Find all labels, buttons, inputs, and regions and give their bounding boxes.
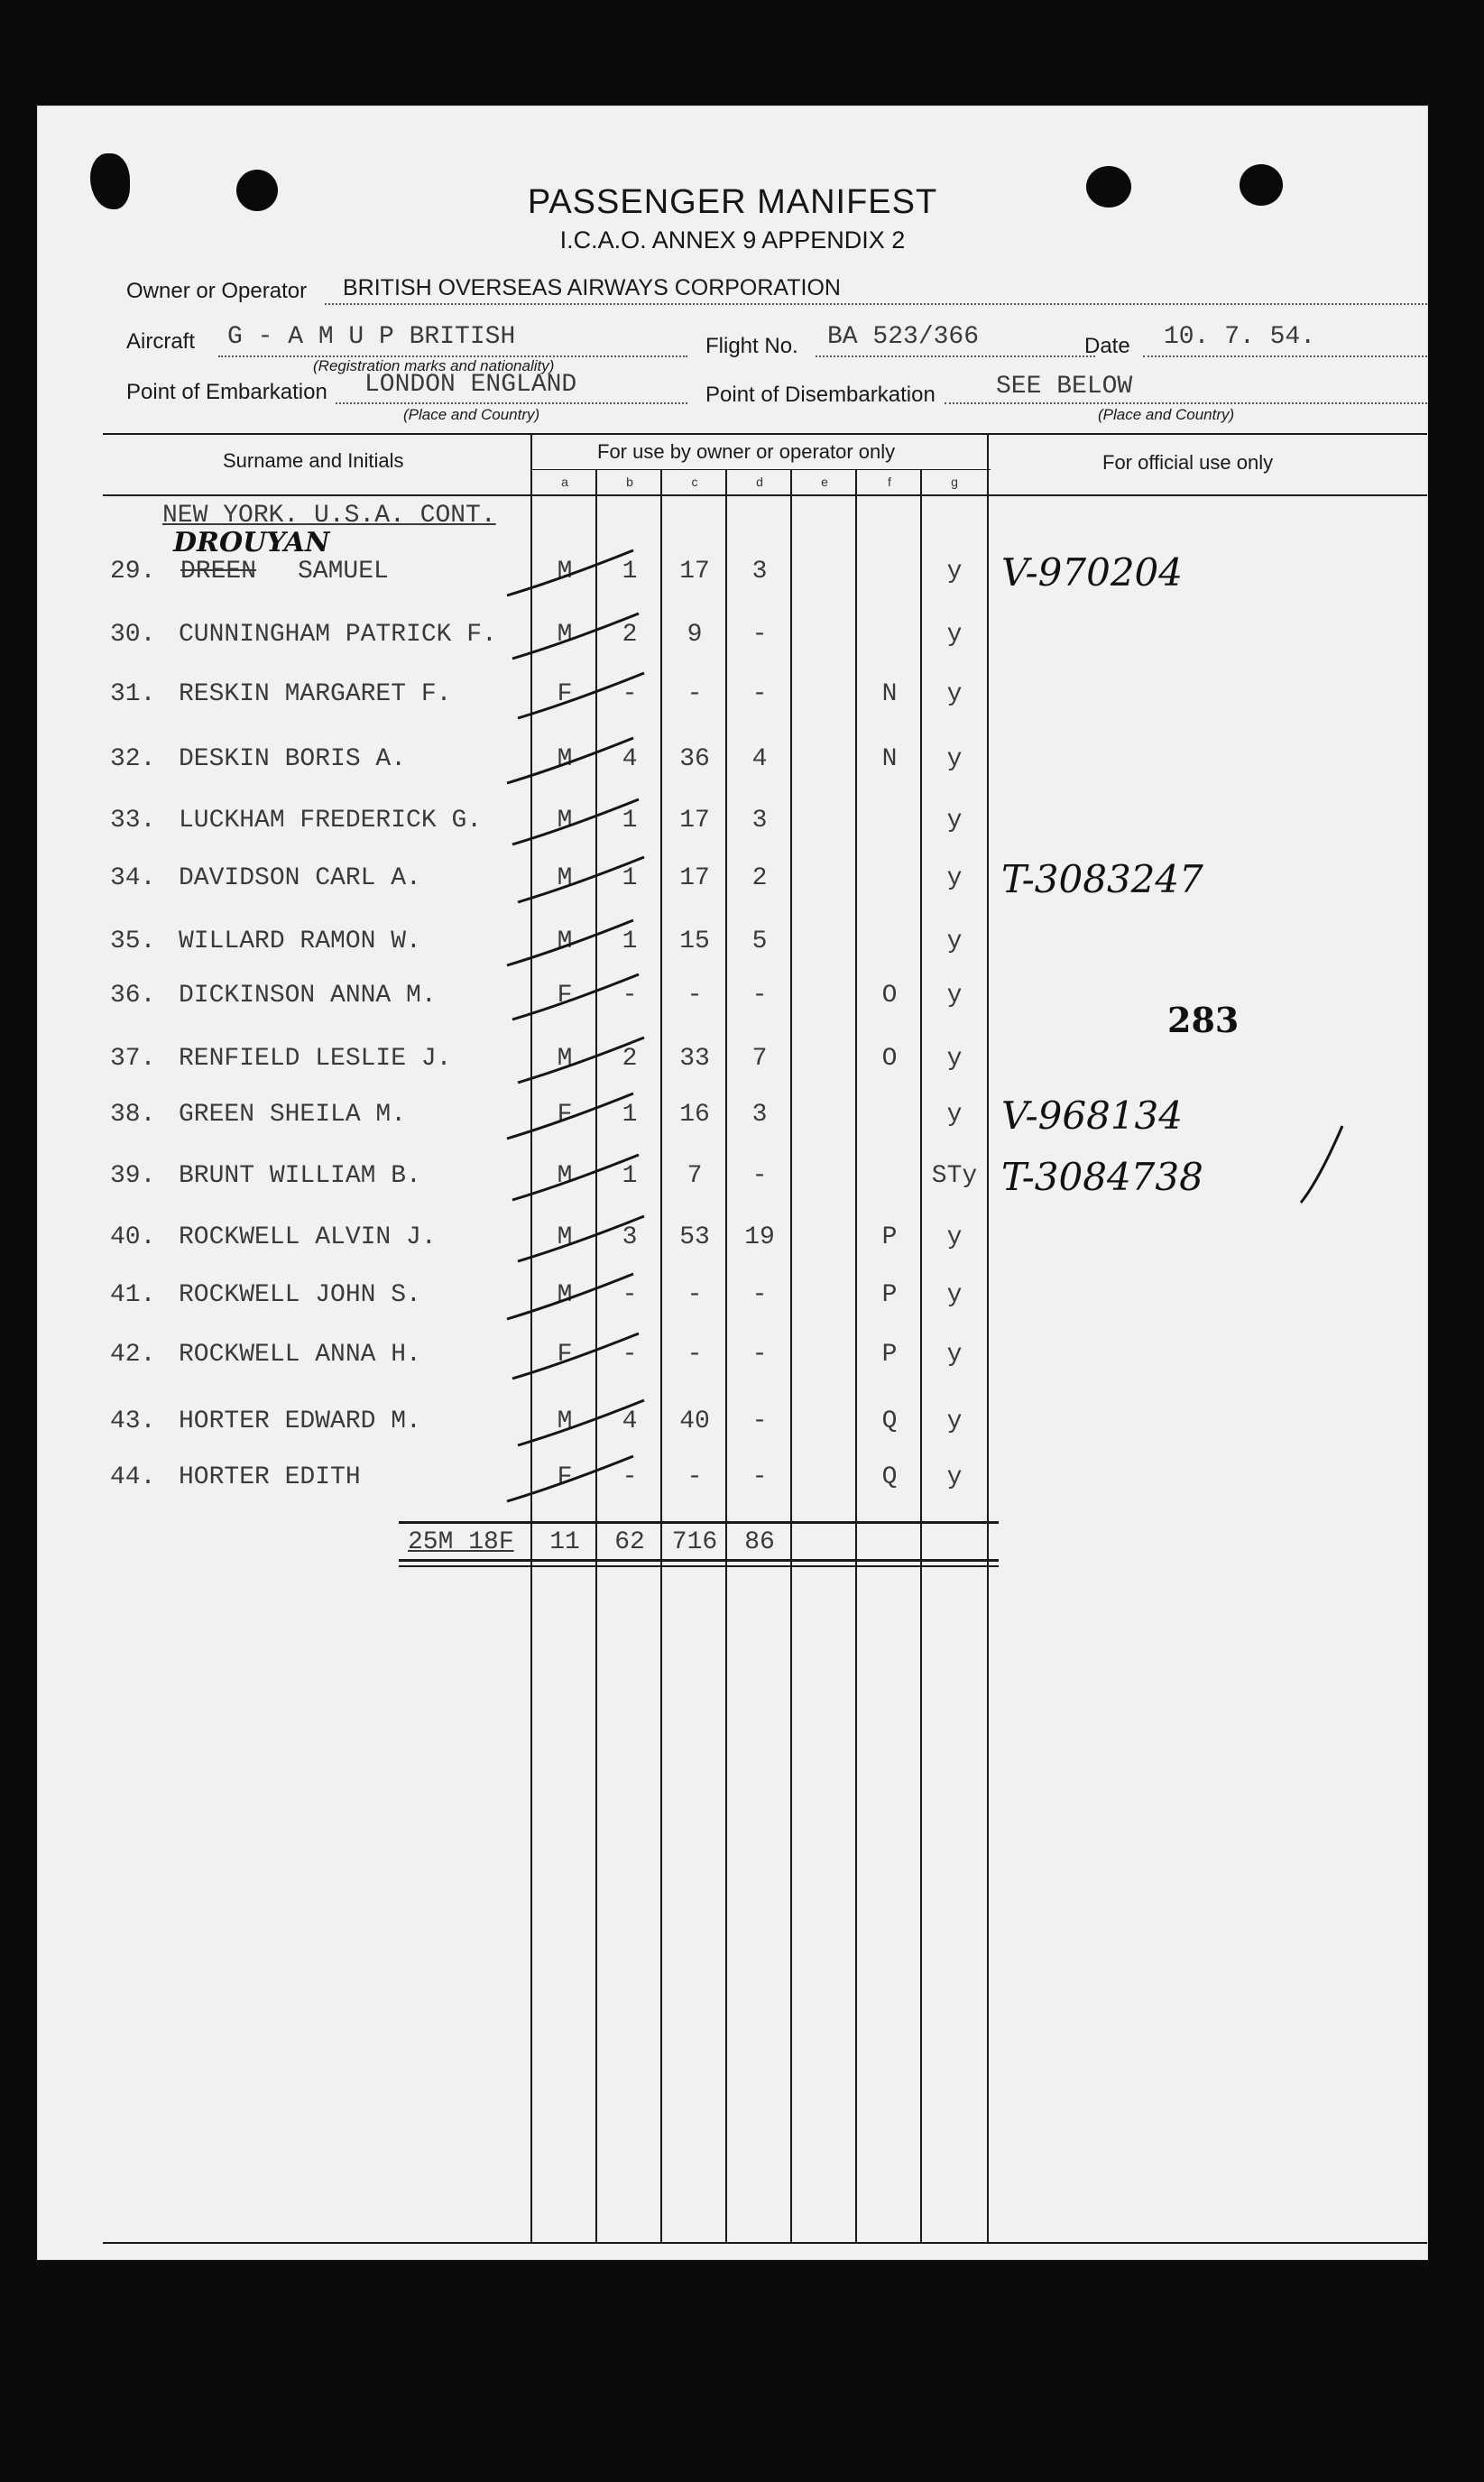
cell-sex: M bbox=[557, 927, 573, 955]
cell-d: 4 bbox=[751, 745, 768, 773]
passenger-name: DAVIDSON CARL A. bbox=[179, 864, 421, 892]
row-number: 32. bbox=[110, 745, 156, 773]
cell-b: 3 bbox=[622, 1223, 638, 1251]
passenger-name: SAMUEL bbox=[298, 558, 389, 586]
tally-stroke bbox=[512, 974, 639, 1020]
cell-d: - bbox=[751, 982, 768, 1010]
cell-sex: M bbox=[557, 864, 573, 892]
cell-b: 4 bbox=[622, 1407, 638, 1435]
cell-sex: M bbox=[557, 807, 573, 835]
col-surname-header: Surname and Initials bbox=[223, 449, 404, 472]
cell-b: - bbox=[622, 982, 638, 1010]
cell-g: y bbox=[946, 864, 963, 892]
cell-c: 40 bbox=[679, 1407, 710, 1435]
cell-c: - bbox=[687, 1281, 703, 1309]
col-owner-use-header: For use by owner or operator only bbox=[597, 440, 896, 463]
cell-b: 1 bbox=[622, 864, 638, 892]
tally-stroke bbox=[518, 673, 644, 718]
subheader-c: c bbox=[691, 475, 698, 489]
totals-c: 716 bbox=[671, 1528, 718, 1556]
owner-value: BRITISH OVERSEAS AIRWAYS CORPORATION bbox=[343, 275, 841, 300]
surname-correction: DROUYAN bbox=[173, 527, 330, 558]
cell-g: y bbox=[946, 1341, 963, 1369]
cell-c: 17 bbox=[679, 807, 710, 835]
cell-c: - bbox=[687, 1463, 703, 1491]
cell-f: N bbox=[881, 680, 898, 708]
cell-g: y bbox=[946, 927, 963, 955]
cell-d: 2 bbox=[751, 864, 768, 892]
totals-label: 25M 18F bbox=[408, 1528, 514, 1556]
cell-b: 1 bbox=[622, 927, 638, 955]
totals-b: 62 bbox=[614, 1528, 645, 1556]
row-number: 37. bbox=[110, 1045, 156, 1073]
cell-sex: F bbox=[557, 1341, 573, 1369]
passenger-name: WILLARD RAMON W. bbox=[179, 927, 421, 955]
cell-b: 2 bbox=[622, 621, 638, 649]
row-number: 36. bbox=[110, 982, 156, 1010]
cell-b: 1 bbox=[622, 558, 638, 586]
embarkation-value: LONDON ENGLAND bbox=[364, 371, 577, 399]
cell-g: y bbox=[946, 1407, 963, 1435]
passenger-name: LUCKHAM FREDERICK G. bbox=[179, 807, 483, 835]
cell-b: - bbox=[622, 680, 638, 708]
cell-sex: F bbox=[557, 1101, 573, 1129]
tally-stroke bbox=[512, 1333, 639, 1379]
disembarkation-value: SEE BELOW bbox=[996, 373, 1133, 401]
tally-stroke bbox=[518, 1038, 644, 1083]
row-number: 34. bbox=[110, 864, 156, 892]
cell-c: - bbox=[687, 982, 703, 1010]
cell-c: 36 bbox=[679, 745, 710, 773]
cell-g: STy bbox=[931, 1162, 978, 1190]
tally-stroke bbox=[507, 920, 633, 965]
tally-stroke bbox=[507, 1274, 633, 1319]
subheader-g: g bbox=[951, 475, 958, 489]
cell-d: - bbox=[751, 1341, 768, 1369]
row-number: 44. bbox=[110, 1463, 156, 1491]
cell-d: 3 bbox=[751, 1101, 768, 1129]
cell-d: - bbox=[751, 1162, 768, 1190]
cell-sex: M bbox=[557, 745, 573, 773]
cell-f: P bbox=[881, 1281, 898, 1309]
row-number: 30. bbox=[110, 621, 156, 649]
cell-f: O bbox=[881, 1045, 898, 1073]
cell-d: - bbox=[751, 1407, 768, 1435]
subheader-d: d bbox=[756, 475, 763, 489]
row-number: 29. bbox=[110, 558, 156, 586]
official-handwritten-number: V-968134 bbox=[1001, 1093, 1183, 1138]
cell-f: Q bbox=[881, 1407, 898, 1435]
cell-sex: M bbox=[557, 558, 573, 586]
row-number: 31. bbox=[110, 680, 156, 708]
cell-sex: M bbox=[557, 1407, 573, 1435]
section-heading: NEW YORK. U.S.A. CONT. bbox=[162, 502, 496, 530]
passenger-name: ROCKWELL ANNA H. bbox=[179, 1341, 421, 1369]
row-number: 33. bbox=[110, 807, 156, 835]
tally-stroke bbox=[507, 1456, 633, 1501]
cell-c: 17 bbox=[679, 558, 710, 586]
row-number: 41. bbox=[110, 1281, 156, 1309]
cell-c: - bbox=[687, 1341, 703, 1369]
cell-c: 33 bbox=[679, 1045, 710, 1073]
subheader-e: e bbox=[821, 475, 828, 489]
date-label: Date bbox=[1084, 334, 1130, 358]
totals-a: 11 bbox=[549, 1528, 580, 1556]
official-handwritten-number: T-3084738 bbox=[1001, 1155, 1203, 1199]
official-handwritten-number: T-3083247 bbox=[1001, 857, 1203, 901]
cell-sex: M bbox=[557, 1045, 573, 1073]
passenger-name: HORTER EDITH bbox=[179, 1463, 361, 1491]
cell-d: - bbox=[751, 1463, 768, 1491]
registration-note: (Registration marks and nationality) bbox=[313, 357, 555, 374]
cell-g: y bbox=[946, 982, 963, 1010]
passenger-name: GREEN SHEILA M. bbox=[179, 1101, 407, 1129]
cell-sex: F bbox=[557, 680, 573, 708]
cell-b: 1 bbox=[622, 1162, 638, 1190]
tally-stroke bbox=[512, 1155, 639, 1200]
cell-f: N bbox=[881, 745, 898, 773]
cell-sex: M bbox=[557, 1223, 573, 1251]
cell-c: 7 bbox=[687, 1162, 703, 1190]
cell-b: - bbox=[622, 1463, 638, 1491]
cell-b: 1 bbox=[622, 1101, 638, 1129]
cell-sex: F bbox=[557, 982, 573, 1010]
cell-sex: M bbox=[557, 621, 573, 649]
subheader-f: f bbox=[888, 475, 891, 489]
cell-f: P bbox=[881, 1223, 898, 1251]
totals-d: 86 bbox=[744, 1528, 775, 1556]
tally-stroke bbox=[507, 738, 633, 783]
aircraft-label: Aircraft bbox=[126, 329, 196, 354]
subheader-a: a bbox=[561, 475, 568, 489]
date-value: 10. 7. 54. bbox=[1164, 323, 1316, 351]
tally-stroke bbox=[512, 614, 639, 659]
cell-g: y bbox=[946, 558, 963, 586]
cell-d: 7 bbox=[751, 1045, 768, 1073]
embarkation-label: Point of Embarkation bbox=[126, 380, 327, 404]
cell-g: y bbox=[946, 1223, 963, 1251]
owner-label: Owner or Operator bbox=[126, 279, 308, 303]
cell-sex: F bbox=[557, 1463, 573, 1491]
tally-stroke bbox=[507, 550, 633, 595]
subheader-b: b bbox=[626, 475, 633, 489]
row-number: 40. bbox=[110, 1223, 156, 1251]
cell-sex: M bbox=[557, 1281, 573, 1309]
cell-g: y bbox=[946, 807, 963, 835]
place-note-left: (Place and Country) bbox=[403, 406, 540, 423]
handwritten-flourish bbox=[1301, 1126, 1342, 1203]
cell-b: 4 bbox=[622, 745, 638, 773]
place-note-right: (Place and Country) bbox=[1098, 406, 1235, 423]
tally-stroke bbox=[518, 1400, 644, 1445]
passenger-name: ROCKWELL ALVIN J. bbox=[179, 1223, 437, 1251]
row-number: 38. bbox=[110, 1101, 156, 1129]
cell-d: 19 bbox=[744, 1223, 775, 1251]
passenger-name: RENFIELD LESLIE J. bbox=[179, 1045, 452, 1073]
cell-g: y bbox=[946, 621, 963, 649]
cell-d: 3 bbox=[751, 558, 768, 586]
cell-d: - bbox=[751, 621, 768, 649]
cell-sex: M bbox=[557, 1162, 573, 1190]
row-number: 39. bbox=[110, 1162, 156, 1190]
tally-stroke bbox=[518, 857, 644, 902]
cell-f: P bbox=[881, 1341, 898, 1369]
passenger-name: DESKIN BORIS A. bbox=[179, 745, 407, 773]
disembarkation-label: Point of Disembarkation bbox=[705, 383, 936, 407]
passenger-name: RESKIN MARGARET F. bbox=[179, 680, 452, 708]
cell-c: 53 bbox=[679, 1223, 710, 1251]
cell-g: y bbox=[946, 1281, 963, 1309]
flight-no-value: BA 523/366 bbox=[827, 323, 980, 351]
cell-c: 17 bbox=[679, 864, 710, 892]
cell-d: 3 bbox=[751, 807, 768, 835]
cell-f: Q bbox=[881, 1463, 898, 1491]
passenger-name: DICKINSON ANNA M. bbox=[179, 982, 437, 1010]
cell-b: 1 bbox=[622, 807, 638, 835]
cell-g: y bbox=[946, 1463, 963, 1491]
cell-g: y bbox=[946, 745, 963, 773]
row-number: 43. bbox=[110, 1407, 156, 1435]
passenger-name: HORTER EDWARD M. bbox=[179, 1407, 421, 1435]
cell-g: y bbox=[946, 680, 963, 708]
manifest-title: PASSENGER MANIFEST bbox=[527, 183, 938, 221]
tally-stroke bbox=[507, 1093, 633, 1139]
cell-d: 5 bbox=[751, 927, 768, 955]
row-number: 42. bbox=[110, 1341, 156, 1369]
row-number: 35. bbox=[110, 927, 156, 955]
passenger-name: BRUNT WILLIAM B. bbox=[179, 1162, 421, 1190]
cell-b: 2 bbox=[622, 1045, 638, 1073]
page-number: 283 bbox=[1167, 1000, 1240, 1040]
check-marks bbox=[38, 106, 1427, 2259]
cell-f: O bbox=[881, 982, 898, 1010]
col-official-header: For official use only bbox=[1102, 451, 1274, 474]
passenger-name: ROCKWELL JOHN S. bbox=[179, 1281, 421, 1309]
passenger-name: CUNNINGHAM PATRICK F. bbox=[179, 621, 497, 649]
struck-surname: DREEN bbox=[180, 558, 257, 586]
cell-c: 9 bbox=[687, 621, 703, 649]
official-handwritten-number: V-970204 bbox=[1001, 550, 1183, 595]
cell-d: - bbox=[751, 1281, 768, 1309]
cell-c: - bbox=[687, 680, 703, 708]
aircraft-value: G - A M U P BRITISH bbox=[227, 323, 516, 351]
cell-d: - bbox=[751, 680, 768, 708]
cell-c: 16 bbox=[679, 1101, 710, 1129]
cell-g: y bbox=[946, 1045, 963, 1073]
cell-g: y bbox=[946, 1101, 963, 1129]
manifest-subtitle: I.C.A.O. ANNEX 9 APPENDIX 2 bbox=[559, 226, 906, 254]
tally-stroke bbox=[518, 1216, 644, 1261]
tally-stroke bbox=[512, 799, 639, 844]
manifest-sheet bbox=[38, 106, 1427, 2259]
cell-c: 15 bbox=[679, 927, 710, 955]
cell-b: - bbox=[622, 1341, 638, 1369]
flight-no-label: Flight No. bbox=[705, 334, 798, 358]
cell-b: - bbox=[622, 1281, 638, 1309]
